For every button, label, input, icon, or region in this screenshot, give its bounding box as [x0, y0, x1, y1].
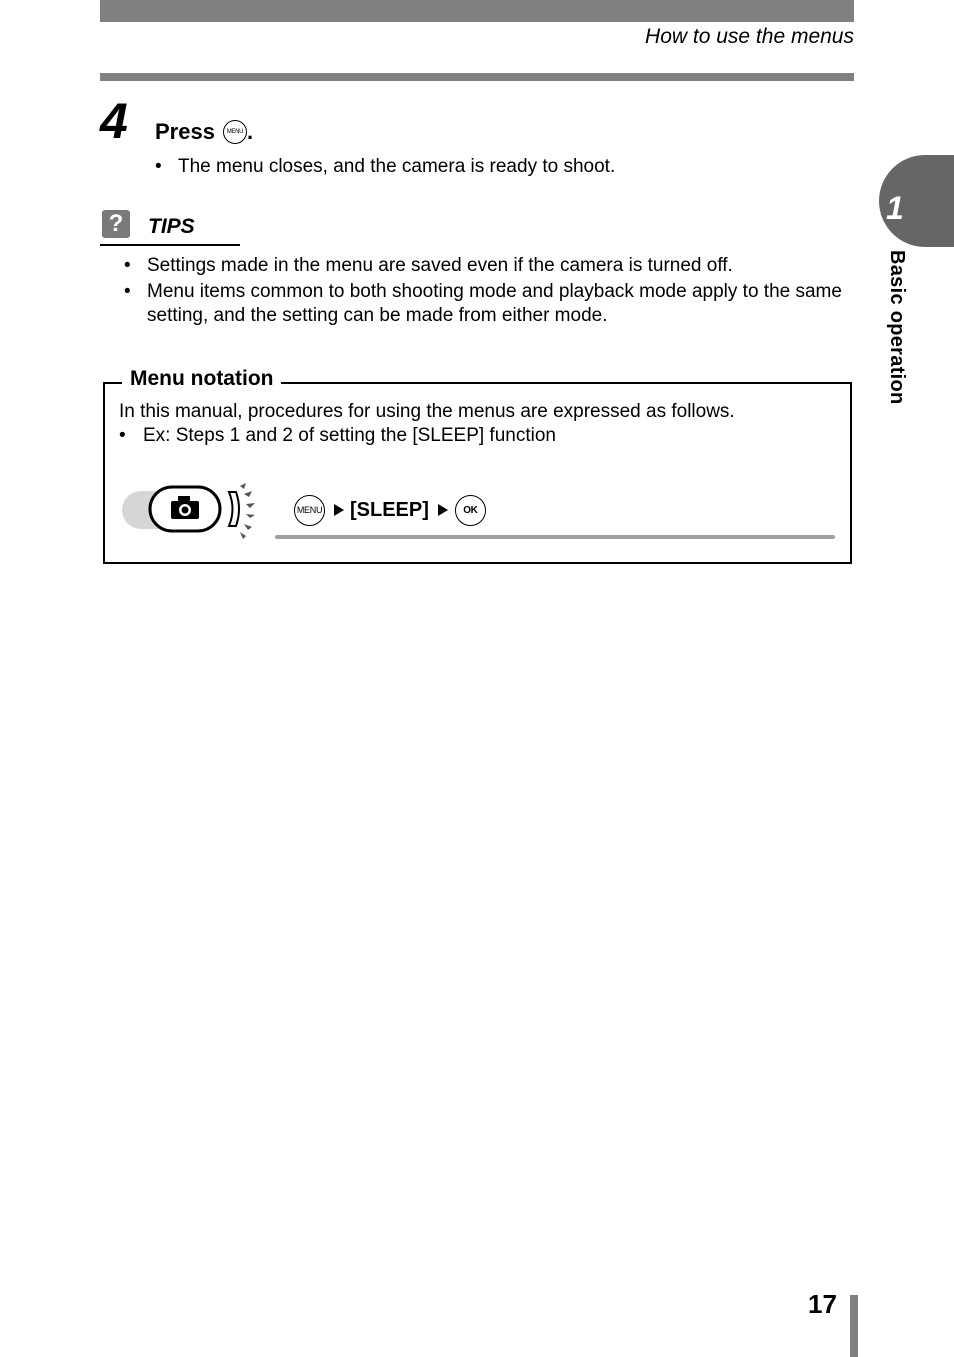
bullet-dot: •: [124, 281, 131, 302]
arrow-right-icon: [438, 504, 448, 516]
menu-sequence: [294, 494, 486, 526]
menu-notation-example-text: Ex: Steps 1 and 2 of setting the [SLEEP] function: [143, 425, 556, 446]
menu-notation-example: [119, 425, 556, 447]
tips-header: [100, 210, 240, 246]
bullet-dot: •: [119, 425, 126, 446]
menu-notation-title: Menu notation: [122, 367, 281, 391]
sequence-underline: [275, 535, 835, 539]
chapter-number: 1: [886, 190, 904, 226]
arrow-right-icon: [334, 504, 344, 516]
page-number-bar: [850, 1295, 858, 1357]
tips-item-text: Menu items common to both shooting mode and playback mode apply to the same setting, and the setting can be made from either mode.: [147, 281, 842, 326]
tips-item-text: Settings made in the menu are saved even if the camera is turned off.: [147, 255, 733, 276]
sequence-item: [SLEEP]: [350, 498, 429, 521]
menu-button-icon: MENU: [223, 120, 247, 144]
ok-button-icon: OK: [455, 495, 486, 526]
section-title: How to use the menus: [645, 25, 854, 48]
menu-button-icon: MENU: [294, 495, 325, 526]
step-number: 4: [100, 93, 128, 149]
bullet-dot: •: [155, 156, 162, 177]
tips-item: [124, 280, 854, 328]
bullet-dot: •: [124, 255, 131, 276]
page-number: 17: [808, 1289, 837, 1319]
question-icon: ?: [102, 210, 130, 238]
step-bullet: [155, 156, 615, 178]
tips-list: [124, 254, 854, 330]
menu-notation-intro: In this manual, procedures for using the menus are expressed as follows.: [119, 401, 735, 422]
header-divider: [100, 73, 854, 81]
tips-label: TIPS: [148, 215, 195, 238]
step-title-prefix: Press: [155, 119, 215, 144]
chapter-label: Basic operation: [886, 250, 908, 405]
step-title-suffix: .: [246, 119, 254, 144]
header-bar: [100, 0, 854, 22]
tips-item: [124, 254, 854, 278]
step-title: [155, 119, 253, 145]
camera-mode-dial-icon: [122, 480, 267, 540]
step-bullet-text: The menu closes, and the camera is ready to shoot.: [178, 156, 616, 177]
